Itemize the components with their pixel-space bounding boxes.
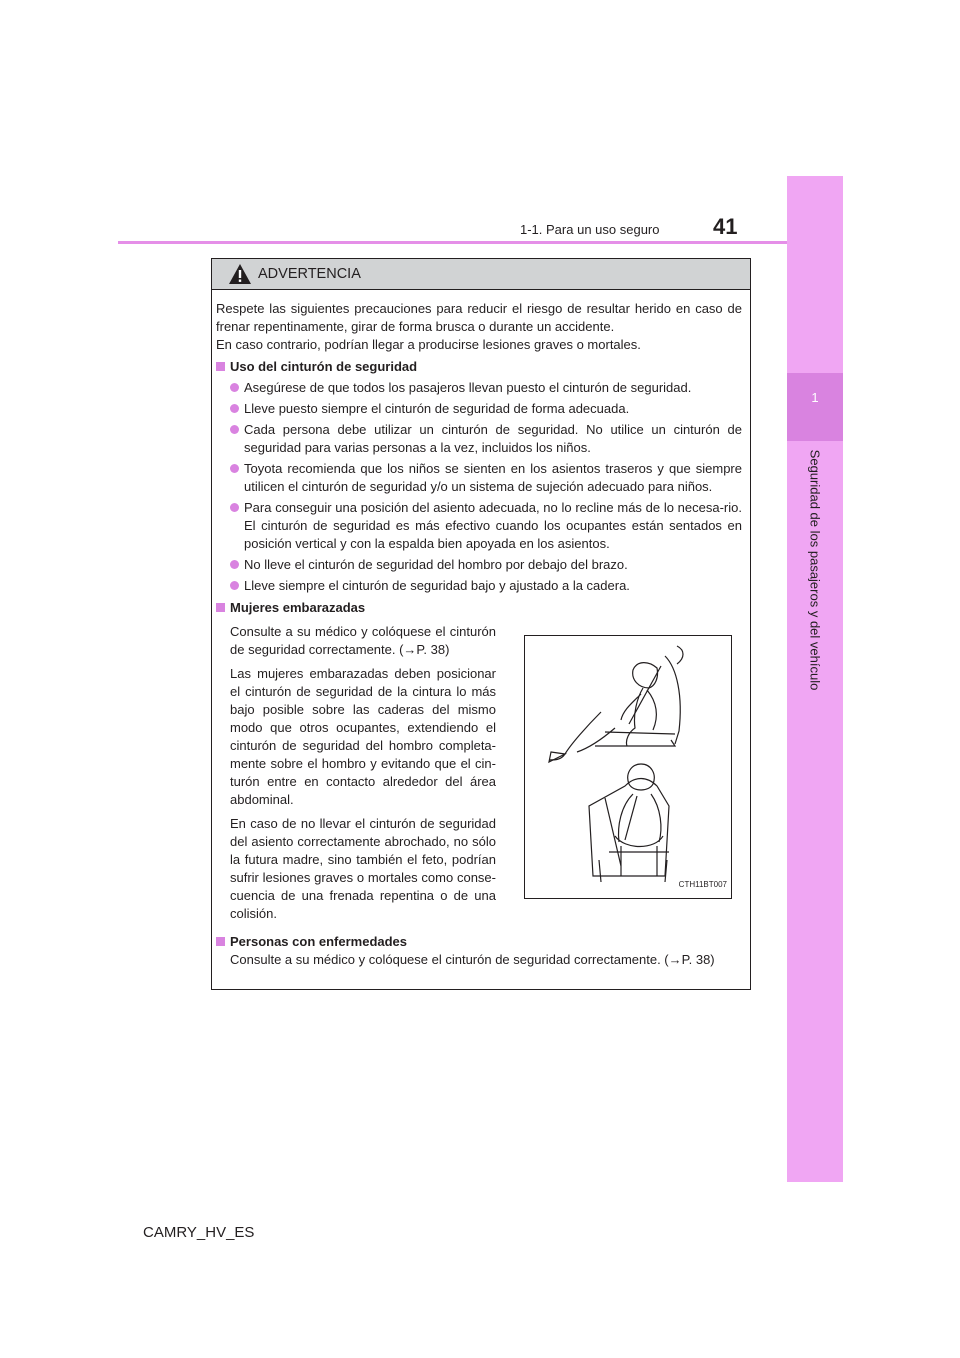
seatbelt-section-heading <box>216 358 742 376</box>
seatbelt-illustration-drawing <box>525 636 731 898</box>
list-item <box>216 556 742 574</box>
pregnant-seatbelt-illustration <box>524 635 732 899</box>
square-bullet-icon <box>216 937 225 946</box>
bullet-text: Cada persona debe utilizar un cinturón de seguridad. No utilice un cinturón de seguridad para varias personas a la vez, incluidos los niños. <box>244 422 742 455</box>
figure-code: CTH11BT007 <box>678 880 727 889</box>
warning-header <box>212 259 750 290</box>
paragraph: En caso de no llevar el cinturón de seguridad del asiento correctamente abrochado, no sólo la futura madre, sino también el feto, podrían sufrir lesiones graves o mortales como conse-cuencia de una frenada repentina o de una colisión. <box>230 816 496 921</box>
round-bullet-icon <box>230 560 239 569</box>
pregnant-section-content <box>216 623 742 929</box>
chapter-number: 1 <box>811 390 819 405</box>
bullet-text: Lleve puesto siempre el cinturón de seguridad de forma adecuada. <box>244 401 630 416</box>
bullet-text: Asegúrese de que todos los pasajeros llevan puesto el cinturón de seguridad. <box>244 380 692 395</box>
warning-title: ADVERTENCIA <box>258 266 361 282</box>
paragraph: Consulte a su médico y colóquese el cinturón de seguridad correctamente. (→P. 38) <box>230 624 496 657</box>
section-heading: Mujeres embarazadas <box>230 600 366 615</box>
square-bullet-icon <box>216 603 225 612</box>
intro-paragraph: Respete las siguientes precauciones para reducir el riesgo de resultar herido en caso de frenar repentinamente, girar de forma brusca o durante un accidente. <box>216 301 742 334</box>
header-rule <box>118 241 787 244</box>
list-item <box>216 421 742 457</box>
section-heading: Personas con enfermedades <box>230 934 408 949</box>
pregnant-section-heading <box>216 599 742 617</box>
bullet-text: Toyota recomienda que los niños se sienten en los asientos traseros y que siempre utilicen el cinturón de seguridad y/o un sistema de sujeción adecuado para niños. <box>244 461 742 494</box>
model-code: CAMRY_HV_ES <box>143 1224 255 1241</box>
bullet-text: No lleve el cinturón de seguridad del hombro por debajo del brazo. <box>244 557 628 572</box>
list-item <box>216 460 742 496</box>
round-bullet-icon <box>230 581 239 590</box>
list-item <box>216 400 742 418</box>
intro-paragraph: En caso contrario, podrían llegar a producirse lesiones graves o mortales. <box>216 337 641 352</box>
chapter-side-tab-highlight <box>787 373 843 441</box>
section-title: 1-1. Para un uso seguro <box>520 222 660 237</box>
pregnant-section-text <box>230 623 496 929</box>
bullet-text: Para conseguir una posición del asiento adecuada, no lo recline más de lo necesa-rio. El cinturón de seguridad es más efectivo cuando los ocupantes están sentados en posición vertical y con la espalda bien apoyada en los asientos. <box>244 500 742 551</box>
list-item <box>216 577 742 595</box>
paragraph: Las mujeres embarazadas deben posicionar el cinturón de seguridad de la cintura lo más bajo posible sobre las caderas del mismo modo que otros ocupantes, extendiendo el cinturón de seguridad del hombro completa-mente sobre el hombro y evitando que el cin-turón entre en contacto alrededor del área abdominal. <box>230 666 496 807</box>
conditions-section-heading <box>216 933 742 951</box>
warning-body <box>212 290 750 969</box>
chapter-title: Seguridad de los pasajeros y del vehículo <box>807 449 823 691</box>
page-number: 41 <box>713 214 738 239</box>
round-bullet-icon <box>230 383 239 392</box>
conditions-section-text: Consulte a su médico y colóquese el cinturón de seguridad correctamente. (→P. 38) <box>230 952 715 967</box>
warning-intro <box>216 300 742 354</box>
list-item <box>216 499 742 553</box>
warning-triangle-icon <box>228 263 252 285</box>
round-bullet-icon <box>230 464 239 473</box>
warning-box <box>211 258 751 990</box>
bullet-text: Lleve siempre el cinturón de seguridad bajo y ajustado a la cadera. <box>244 578 630 593</box>
round-bullet-icon <box>230 503 239 512</box>
round-bullet-icon <box>230 404 239 413</box>
list-item <box>216 379 742 397</box>
section-heading: Uso del cinturón de seguridad <box>230 359 418 374</box>
square-bullet-icon <box>216 362 225 371</box>
round-bullet-icon <box>230 425 239 434</box>
